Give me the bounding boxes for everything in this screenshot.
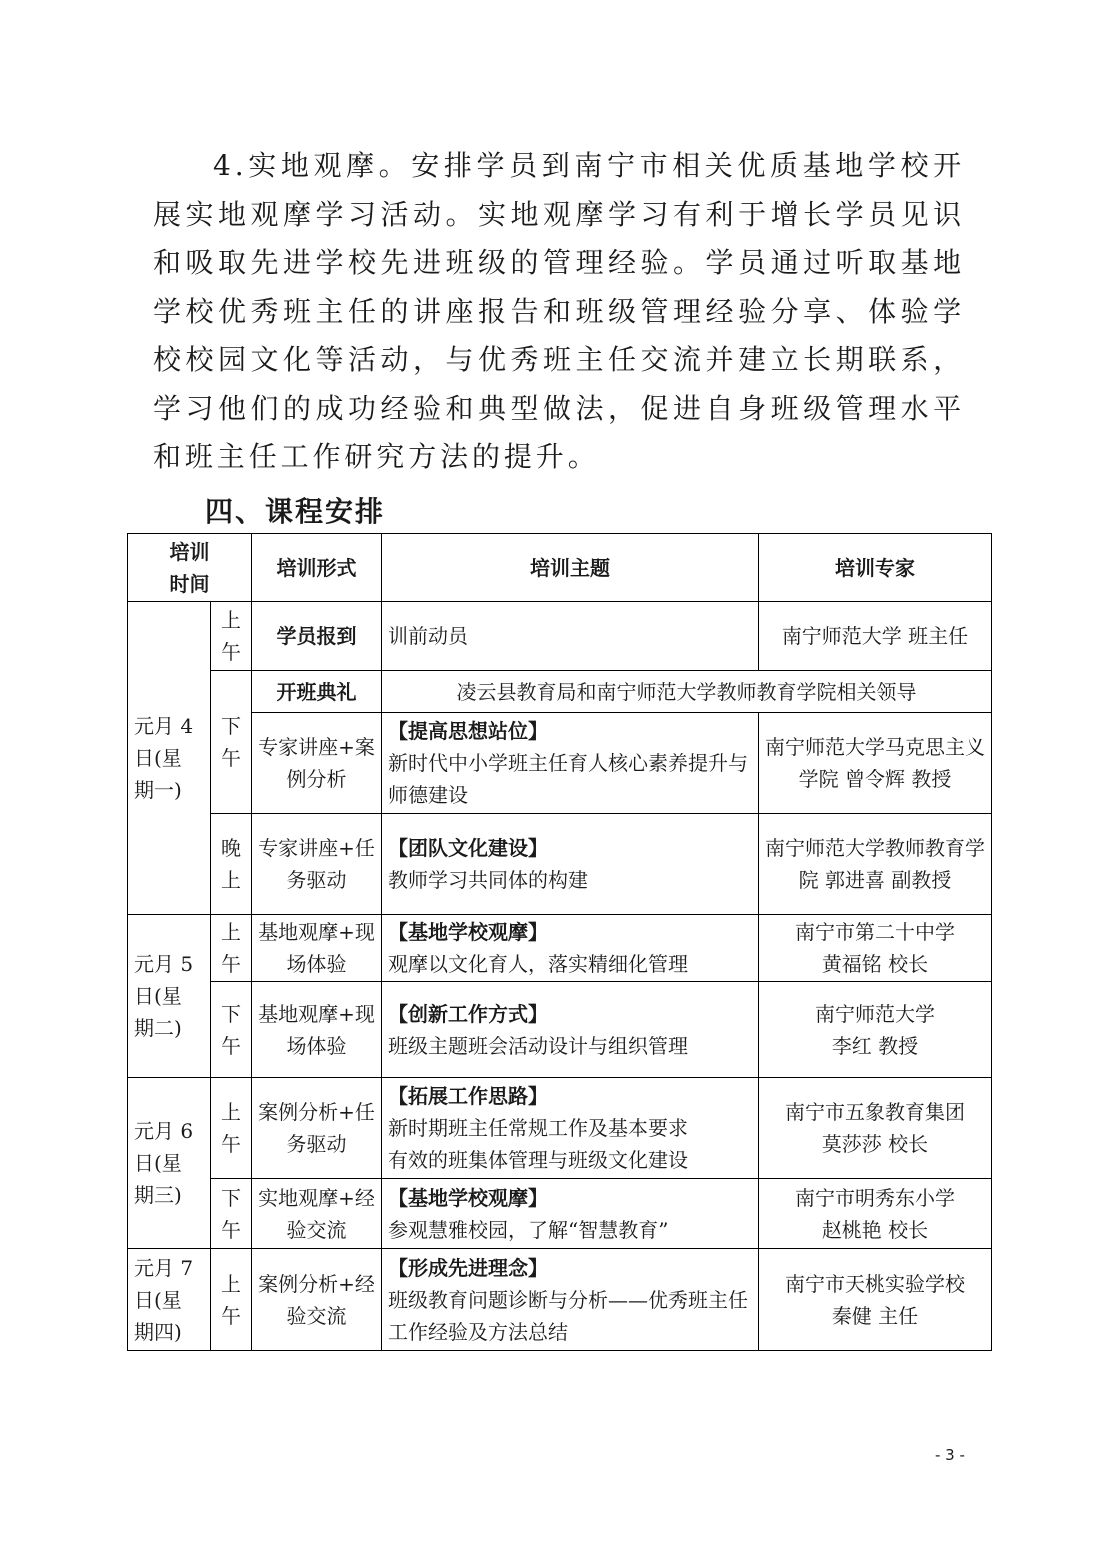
table-row: [128, 671, 992, 713]
table-row: [128, 602, 992, 671]
form-cell: 专家讲座+任务驱动: [252, 814, 382, 915]
table-row: [128, 982, 992, 1078]
topic-cell: 【创新工作方式】 班级主题班会活动设计与组织管理: [382, 982, 759, 1078]
session-cell: 下 午: [211, 1179, 252, 1249]
expert-cell: 南宁师范大学马克思主义学院 曾令辉 教授: [759, 713, 992, 814]
session-cell: 晚 上: [211, 814, 252, 915]
header-form: 培训形式: [252, 534, 382, 602]
merged-cell: 凌云县教育局和南宁师范大学教师教育学院相关领导: [382, 671, 992, 713]
session-cell: 下 午: [211, 982, 252, 1078]
course-schedule-table: [127, 533, 992, 1351]
table-row: [128, 1179, 992, 1249]
header-expert: 培训专家: [759, 534, 992, 602]
form-cell: 案例分析+任务驱动: [252, 1078, 382, 1179]
date-cell: 元月 5 日(星 期二): [128, 915, 211, 1078]
date-cell: 元月 6 日(星 期三): [128, 1078, 211, 1249]
session-cell: 上 午: [211, 1249, 252, 1351]
form-cell: 开班典礼: [252, 671, 382, 713]
expert-cell: 南宁师范大学 班主任: [759, 602, 992, 671]
expert-cell: 南宁师范大学 李红 教授: [759, 982, 992, 1078]
form-cell: 学员报到: [252, 602, 382, 671]
date-cell: 元月 7 日(星 期四): [128, 1249, 211, 1351]
table-row: [128, 713, 992, 814]
expert-cell: 南宁师范大学教师教育学院 郭进喜 副教授: [759, 814, 992, 915]
form-cell: 专家讲座+案例分析: [252, 713, 382, 814]
expert-cell: 南宁市明秀东小学 赵桃艳 校长: [759, 1179, 992, 1249]
session-cell: 上 午: [211, 915, 252, 982]
date-cell: 元月 4 日(星 期一): [128, 602, 211, 915]
topic-cell: 【基地学校观摩】 观摩以文化育人，落实精细化管理: [382, 915, 759, 982]
topic-cell: 【团队文化建设】 教师学习共同体的构建: [382, 814, 759, 915]
form-cell: 实地观摩+经验交流: [252, 1179, 382, 1249]
form-cell: 案例分析+经验交流: [252, 1249, 382, 1351]
form-cell: 基地观摩+现场体验: [252, 982, 382, 1078]
session-cell: 上 午: [211, 602, 252, 671]
header-time: 培训 时间: [128, 534, 252, 602]
body-paragraph: 4.实地观摩。安排学员到南宁市相关优质基地学校开展实地观摩学习活动。实地观摩学习有利于增长学员见识和吸取先进学校先进班级的管理经验。学员通过听取基地学校优秀班主任的讲座报告和班级管理经验分享、体验学校校园文化等活动，与优秀班主任交流并建立长期联系，学习他们的成功经验和典型做法，促进自身班级管理水平和班主任工作研究方法的提升。: [153, 149, 965, 473]
table-row: [128, 915, 992, 982]
session-cell: 上 午: [211, 1078, 252, 1179]
expert-cell: 南宁市第二十中学 黄福铭 校长: [759, 915, 992, 982]
section-heading: 四、课程安排: [205, 495, 386, 528]
topic-cell: 【基地学校观摩】 参观慧雅校园，了解“智慧教育”: [382, 1179, 759, 1249]
topic-cell: 训前动员: [382, 602, 759, 671]
topic-cell: 【形成先进理念】 班级教育问题诊断与分析——优秀班主任工作经验及方法总结: [382, 1249, 759, 1351]
form-cell: 基地观摩+现场体验: [252, 915, 382, 982]
header-topic: 培训主题: [382, 534, 759, 602]
topic-cell: 【提高思想站位】 新时代中小学班主任育人核心素养提升与师德建设: [382, 713, 759, 814]
table-row: [128, 1249, 992, 1351]
table-header-row: [128, 534, 992, 602]
expert-cell: 南宁市五象教育集团 莫莎莎 校长: [759, 1078, 992, 1179]
table-row: [128, 814, 992, 915]
expert-cell: 南宁市天桃实验学校 秦健 主任: [759, 1249, 992, 1351]
page-number: - 3 -: [935, 1446, 965, 1464]
table-row: [128, 1078, 992, 1179]
topic-cell: 【拓展工作思路】 新时期班主任常规工作及基本要求 有效的班集体管理与班级文化建设: [382, 1078, 759, 1179]
session-cell: 下 午: [211, 671, 252, 814]
